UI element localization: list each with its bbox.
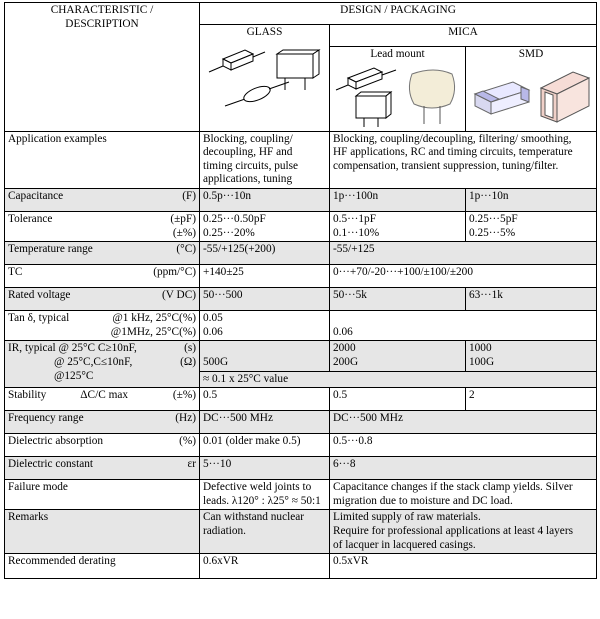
label-remarks: Remarks [5,510,200,554]
label-absorption: Dielectric absorption [8,435,104,448]
mica-constant: 6···8 [330,457,597,480]
smd-stability: 2 [466,388,597,411]
label-derating: Recommended derating [5,554,200,579]
row-failure [5,480,597,510]
smd-header: SMD [466,47,597,132]
glass-frequency: DC···500 MHz [200,411,330,434]
lead-mount-header: Lead mount [330,47,466,132]
row-absorption: Dielectric absorption (%) 0.01 (older make 0.5) 0.5···0.8 [5,434,597,457]
label-temperature: Temperature range [8,243,93,256]
row-ir: IR, typical @ 25°C C≥10nF, (s) @ 25°C,C≤10nF, (Ω) @125°C 500G 2000 200G 1000 100G [5,341,597,371]
lead-rated-voltage: 50···5k [330,288,466,311]
mica-tan-delta: 0.06 [330,311,597,341]
smd-rated-voltage: 63···1k [466,288,597,311]
glass-ir: 500G [200,341,330,371]
smd-capacitance: 1p···10n [466,188,597,211]
row-application [5,131,597,188]
unit-capacitance: (F) [182,189,196,202]
glass-capacitance: 0.5p···10n [200,188,330,211]
label-application: Application examples [5,131,200,188]
glass-stability: 0.5 [200,388,330,411]
lead-capacitance: 1p···100n [330,188,466,211]
label-tc: TC [8,266,23,279]
glass-tolerance: 0.25···0.50pF 0.25···20% [200,211,330,241]
row-constant: Dielectric constant εr 5···10 6···8 [5,457,597,480]
glass-tc: +140±25 [200,265,330,288]
glass-rated-voltage: 50···500 [200,288,330,311]
mica-header: MICA [330,25,597,47]
glass-temperature: -55/+125(+200) [200,242,330,265]
label-tan-delta: Tan δ, typical [8,312,70,325]
glass-failure: Defective weld joints to leads. λ120° : λ25° ≈ 50:1 [200,480,330,510]
row-rated-voltage: Rated voltage (V DC) 50···500 50···5k 63···1k [5,288,597,311]
lead-mount-capacitor-icon [334,64,462,128]
label-constant: Dielectric constant [8,458,94,471]
smd-ir: 1000 100G [466,341,597,371]
label-rated-voltage: Rated voltage [8,289,71,302]
characteristic-header: CHARACTERISTIC / DESCRIPTION [5,3,200,132]
design-packaging-header: DESIGN / PACKAGING [200,3,597,25]
label-stability: Stability ΔC/C max [8,389,129,402]
mica-frequency: DC···500 MHz [330,411,597,434]
mica-temperature: -55/+125 [330,242,597,265]
row-capacitance [5,188,597,211]
lead-ir: 2000 200G [330,341,466,371]
row-tolerance: Tolerance (±pF) (±%) 0.25···0.50pF 0.25···20% 0.5···1pF 0.1···10% 0.25···5pF 0.25···5% [5,211,597,241]
row-tan-delta: Tan δ, typical @1 kHz, 25°C(%) @1MHz, 25°C(%) 0.05 0.06 0.06 [5,311,597,341]
glass-remarks: Can withstand nuclear radiation. [200,510,330,554]
capacitor-comparison-table [4,2,597,579]
label-tolerance: Tolerance [8,212,53,225]
all-ir-125: ≈ 0.1 x 25°C value [200,371,597,388]
mica-tc: 0···+70/-20···+100/±100/±200 [330,265,597,288]
mica-application: Blocking, coupling/decoupling, filtering/ smoothing, HF applications, RC and timing circuits, temperature compensation, transient suppression, tuning/filter. [330,131,597,188]
label-failure: Failure mode [5,480,200,510]
glass-tan-delta: 0.05 0.06 [200,311,330,341]
label-capacitance: Capacitance [8,189,64,202]
label-ir: IR, typical @ 25°C C≥10nF, [8,342,137,355]
smd-capacitor-icon [469,66,593,126]
glass-header: GLASS [200,25,330,132]
glass-derating: 0.6xVR [200,554,330,579]
glass-capacitor-icon [205,44,325,114]
row-temperature: Temperature range (°C) -55/+125(+200) -55/+125 [5,242,597,265]
label-frequency: Frequency range [8,412,84,425]
mica-absorption: 0.5···0.8 [330,434,597,457]
mica-derating: 0.5xVR [330,554,597,579]
row-derating [5,554,597,579]
glass-absorption: 0.01 (older make 0.5) [200,434,330,457]
lead-tolerance: 0.5···1pF 0.1···10% [330,211,466,241]
row-remarks [5,510,597,554]
row-tc: TC (ppm/°C) +140±25 0···+70/-20···+100/±100/±200 [5,265,597,288]
glass-application: Blocking, coupling/ decoupling, HF and timing circuits, pulse applications, tuning [200,131,330,188]
row-stability: Stability ΔC/C max (±%) 0.5 0.5 2 [5,388,597,411]
mica-remarks: Limited supply of raw materials. Require for professional applications at least 4 layers of lacquer in lacquered casings. [330,510,597,554]
row-frequency: Frequency range (Hz) DC···500 MHz DC···500 MHz [5,411,597,434]
lead-stability: 0.5 [330,388,466,411]
mica-failure: Capacitance changes if the stack clamp yields. Silver migration due to moisture and DC load. [330,480,597,510]
glass-constant: 5···10 [200,457,330,480]
smd-tolerance: 0.25···5pF 0.25···5% [466,211,597,241]
